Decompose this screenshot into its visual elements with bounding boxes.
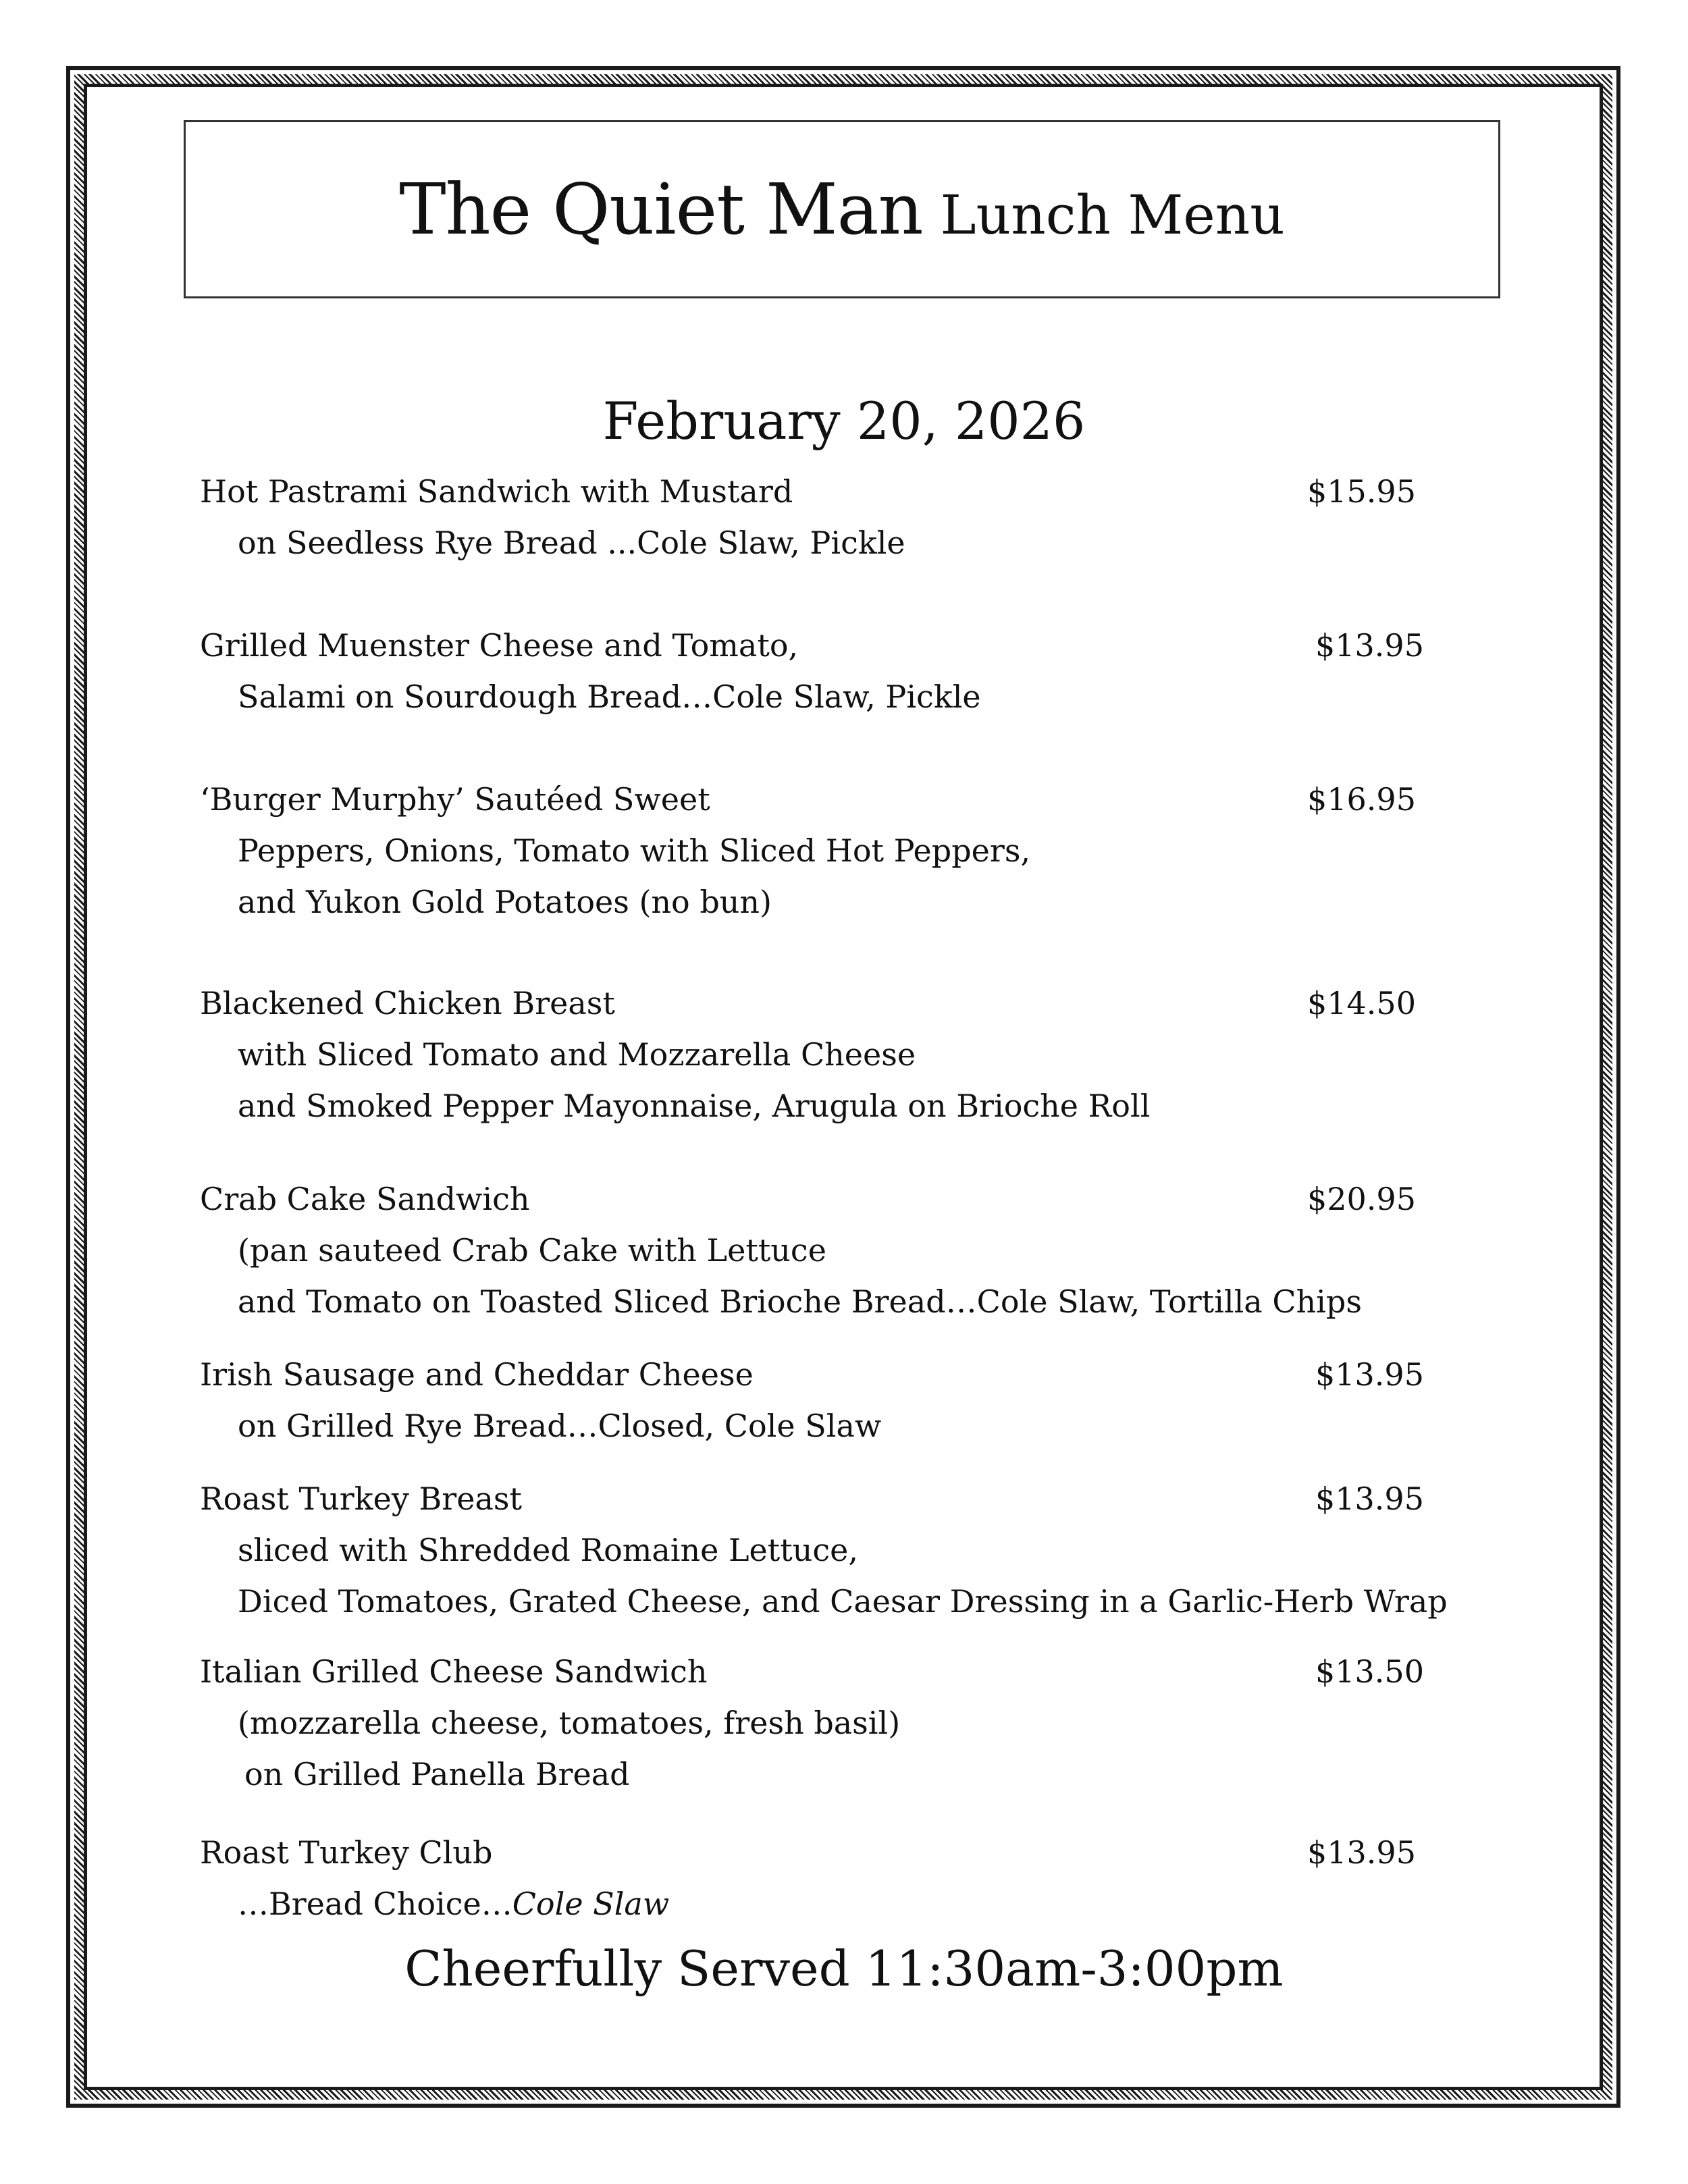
item-price: $20.95 [1307,1181,1416,1217]
item-description: Diced Tomatoes, Grated Cheese, and Caesar Dressing in a Garlic-Herb Wrap [238,1583,1448,1620]
menu-title [399,168,1285,250]
item-description: (pan sauteed Crab Cake with Lettuce [238,1232,826,1269]
menu-item [200,1646,1424,1800]
item-description: on Grilled Rye Bread…Closed, Cole Slaw [238,1408,882,1444]
serving-hours: Cheerfully Served 11:30am-3:00pm [404,1940,1284,1997]
menu-item [200,1173,1415,1327]
item-description: on Seedless Rye Bread ...Cole Slaw, Pickle [238,525,905,561]
item-price: $13.95 [1307,1834,1416,1871]
restaurant-name: The Quiet Man [399,168,923,250]
item-description: with Sliced Tomato and Mozzarella Cheese [238,1036,916,1073]
item-description-text: …Bread Choice… [238,1886,512,1922]
item-name: Crab Cake Sandwich [200,1181,530,1217]
item-description: and Tomato on Toasted Sliced Brioche Bread…Cole Slaw, Tortilla Chips [238,1283,1362,1320]
menu-item [200,774,1415,928]
menu-type: Lunch Menu [940,184,1285,246]
item-description: (mozzarella cheese, tomatoes, fresh basil) [238,1705,901,1741]
title-box [184,120,1500,298]
item-price: $13.95 [1315,627,1424,664]
item-description-italic: Cole Slaw [512,1886,670,1922]
item-price: $13.95 [1315,1481,1424,1517]
item-name: Irish Sausage and Cheddar Cheese [200,1356,754,1393]
item-name: Roast Turkey Club [200,1834,493,1871]
item-price: $13.95 [1315,1356,1424,1393]
menu-item [200,466,1415,568]
item-price: $14.50 [1307,985,1416,1021]
menu-item [200,978,1415,1131]
item-description: and Smoked Pepper Mayonnaise, Arugula on Brioche Roll [238,1088,1151,1124]
item-name: Italian Grilled Cheese Sandwich [200,1653,708,1690]
item-description: sliced with Shredded Romaine Lettuce, [238,1532,858,1568]
item-name: Hot Pastrami Sandwich with Mustard [200,473,793,510]
item-description: Peppers, Onions, Tomato with Sliced Hot Peppers, [238,832,1031,869]
menu-item [200,1827,1415,1929]
item-description: on Grilled Panella Bread [244,1756,630,1792]
menu-item [200,1349,1424,1451]
menu-item [200,1473,1448,1627]
item-price: $16.95 [1307,781,1416,818]
item-price: $13.50 [1315,1653,1424,1690]
menu-date: February 20, 2026 [602,391,1086,451]
menu-item [200,620,1424,722]
item-description [200,1878,1415,1929]
item-price: $15.95 [1307,473,1416,510]
item-name: Grilled Muenster Cheese and Tomato, [200,627,799,664]
item-name: Blackened Chicken Breast [200,985,615,1021]
item-description: Salami on Sourdough Bread…Cole Slaw, Pickle [238,678,981,715]
item-name: ‘Burger Murphy’ Sautéed Sweet [200,781,710,818]
item-name: Roast Turkey Breast [200,1481,523,1517]
item-description: and Yukon Gold Potatoes (no bun) [238,884,772,920]
